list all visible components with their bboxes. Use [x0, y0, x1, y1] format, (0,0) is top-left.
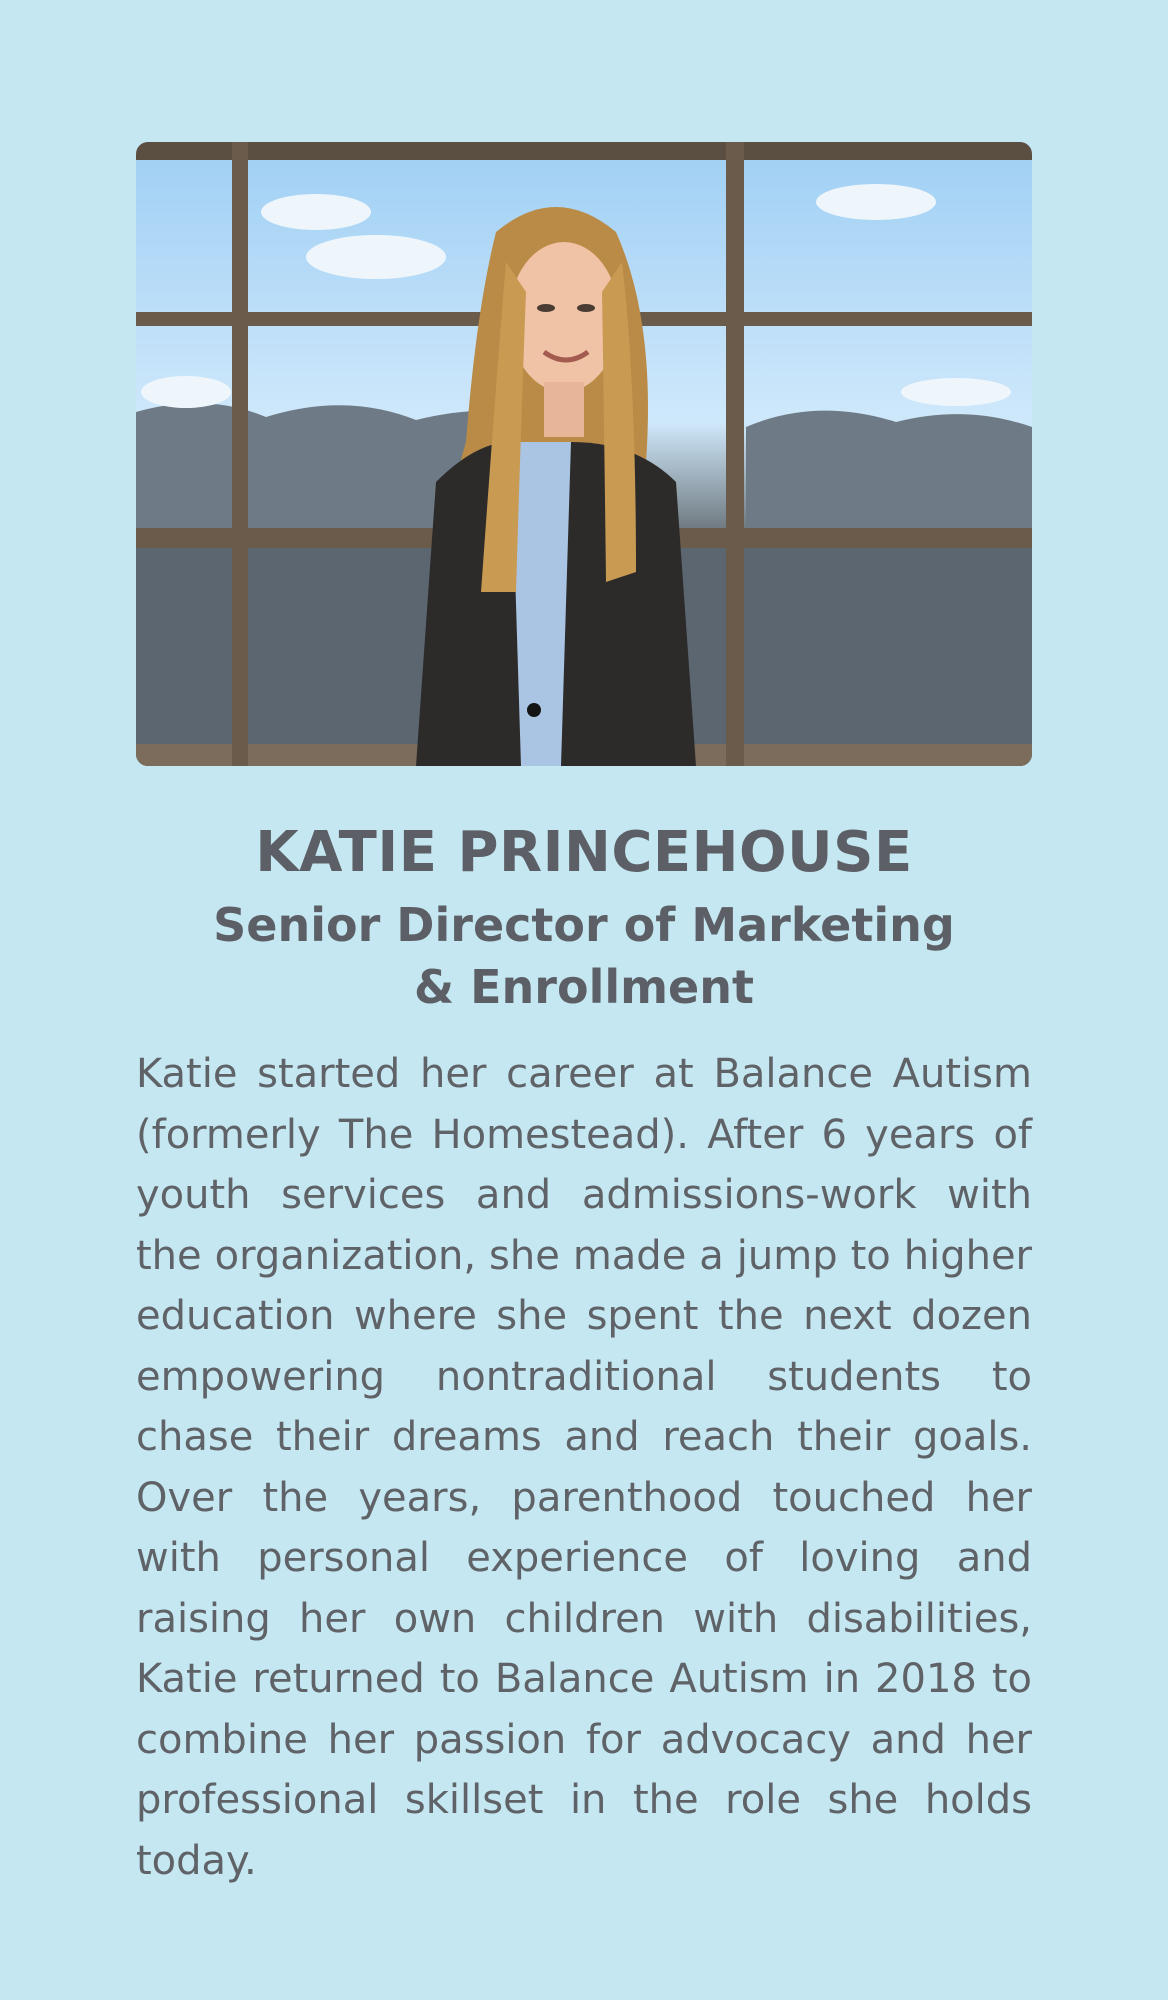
profile-card — [136, 142, 1032, 1891]
person-portrait-icon — [136, 142, 1032, 766]
biography-text: Katie started her career at Balance Autism (formerly The Homestead). After 6 years of youth services and admissions-work with the organization, she made a jump to higher education where she spent the next dozen empowering nontraditional students to chase their dreams and reach their goals. Over the years, parenthood touched her with personal experience of loving and raising her own children with disabilities, Katie returned to Balance Autism in 2018 to combine her passion for advocacy and her professional skillset in the role she holds today. — [136, 1051, 1032, 1884]
profile-photo — [136, 142, 1032, 766]
job-title-line-2: & Enrollment — [414, 960, 754, 1014]
job-title-line-1: Senior Director of Marketing — [213, 898, 955, 952]
job-title — [136, 894, 1032, 1018]
person-name: KATIE PRINCEHOUSE — [255, 820, 913, 885]
